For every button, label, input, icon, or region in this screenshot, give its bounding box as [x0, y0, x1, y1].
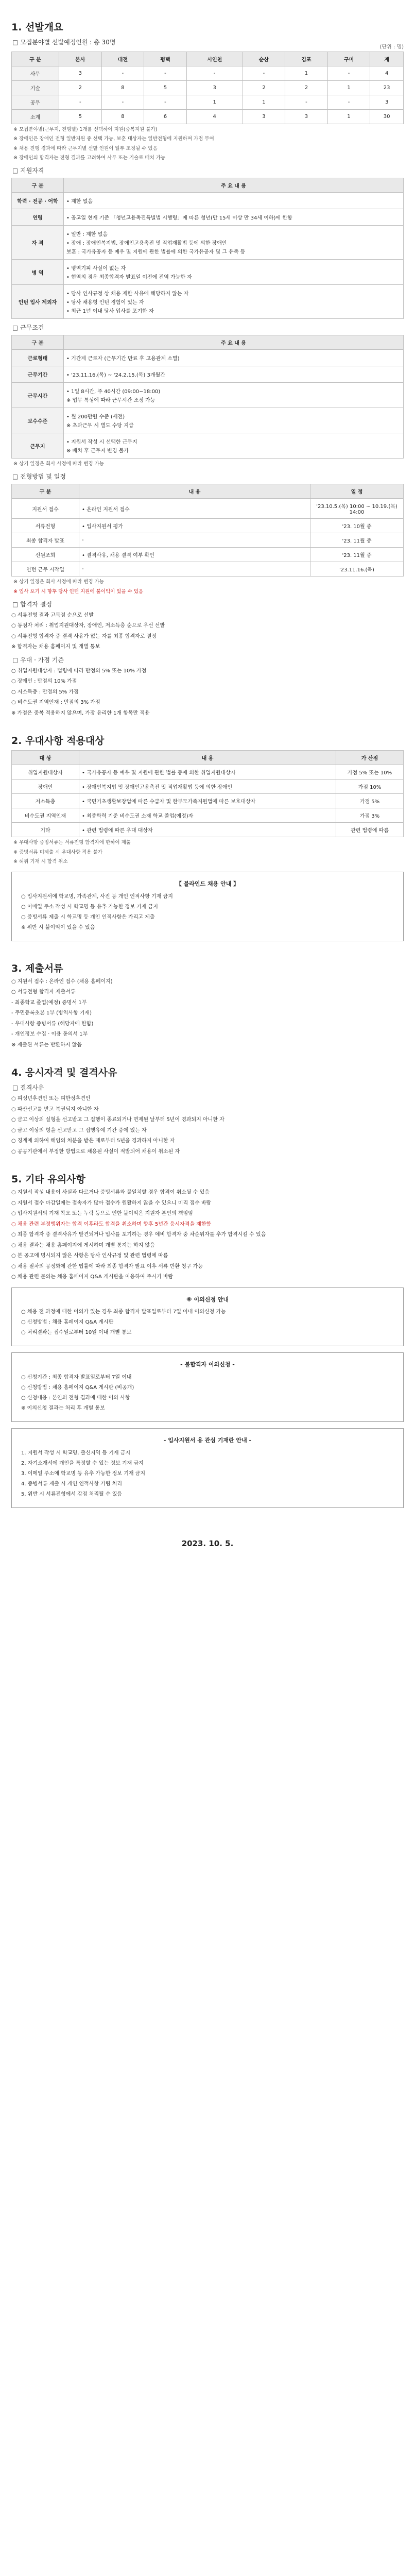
schedule-cell: • 온라인 지원서 접수: [79, 499, 310, 519]
quota-row: [12, 110, 404, 124]
quota-cell: 2: [285, 81, 328, 95]
schedule-header-cell: 구 분: [12, 484, 79, 499]
schedule-cell: 최종 합격자 발표: [12, 533, 79, 548]
eligibility-label: 학력 · 전공 · 어학: [12, 193, 64, 209]
quota-cell: 2: [243, 81, 285, 95]
conditions-content: [64, 350, 404, 366]
notice-item: ○ 채용 절차의 공정화에 관한 법률에 따라 최종 합격자 발표 이후 서류 반환 청구 가능: [11, 1263, 203, 1269]
box-item: ○ 채용 전 과정에 대한 이의가 있는 경우 최종 합격자 발표일로부터 7일 이내 이의신청 가능: [21, 1309, 226, 1315]
objection-box: [11, 1287, 404, 1347]
notice-item: ○ 채용 관련 부정행위자는 합격 이후라도 합격을 취소하며 향후 5년간 응시자격을 제한함: [11, 1221, 212, 1227]
eligibility-item: • 일반 : 제한 없음: [66, 232, 108, 238]
guide-box-title: - 입사지원서 용 관심 기재란 안내 -: [163, 1437, 252, 1444]
box-item: 3. 이메일 주소에 학교명 등 유추 가능한 정보 기재 금지: [21, 1470, 146, 1477]
documents-item: ○ 서류전형 합격자 제출서류: [11, 989, 76, 995]
quota-note: ※ 장애인의 합격자는 전형 결과를 고려하여 사무 또는 기술로 배치 가능: [13, 155, 166, 161]
schedule-row: [12, 519, 404, 533]
quota-header-cell: 계: [370, 52, 404, 66]
quota-header-cell: 대전: [101, 52, 144, 66]
eligibility-item: • 당사 채용형 인턴 경험이 있는 자: [66, 300, 144, 306]
eligibility-row: [12, 226, 404, 260]
eligibility-label: 연령: [12, 209, 64, 226]
conditions-row: [12, 383, 404, 408]
quota-cell: -: [327, 95, 370, 110]
points-item: ○ 취업지원대상자 : 법령에 따라 만점의 5% 또는 10% 가점: [11, 668, 147, 674]
preference-cell: 비수도권 지역인재: [12, 808, 79, 823]
disqualification-item: ○ 금고 이상의 형을 선고받고 그 집행유예 기간 중에 있는 자: [11, 1127, 147, 1133]
quota-cell: 5: [144, 81, 187, 95]
disqualification-item: ○ 파산선고를 받고 복권되지 아니한 자: [11, 1106, 99, 1112]
preference-row: [12, 823, 404, 837]
schedule-note: ※ 상기 일정은 회사 사정에 따라 변경 가능: [13, 579, 104, 585]
preference-cell: 취업지원대상자: [12, 765, 79, 779]
quota-cell: 1: [327, 110, 370, 124]
preference-cell: 가점 5%: [336, 794, 404, 808]
application-guide-box: [11, 1428, 404, 1508]
eligibility-content: [64, 226, 404, 260]
quota-cell: -: [327, 66, 370, 81]
preference-cell: 가점 3%: [336, 808, 404, 823]
eligibility-label: 자 격: [12, 226, 64, 260]
preference-cell: 기타: [12, 823, 79, 837]
preference-header-cell: 가 산점: [336, 751, 404, 765]
points-item: ○ 저소득층 : 만점의 5% 가점: [11, 689, 79, 695]
preference-row: [12, 794, 404, 808]
conditions-item: • '23.11.16.(목) ~ '24.2.15.(목) 3개월간: [66, 372, 165, 378]
schedule-cell: '23. 11월 중: [310, 533, 404, 548]
section-3-title: 3. 제출서류: [11, 962, 63, 974]
conditions-row: [12, 366, 404, 383]
eligibility-item: • 병역기피 사실이 없는 자: [66, 266, 126, 272]
quota-cell: 8: [101, 110, 144, 124]
schedule-red-note: ※ 입사 포기 시 향후 당사 인턴 지원에 불이익이 있을 수 있음: [13, 588, 144, 595]
preference-cell: 저소득층: [12, 794, 79, 808]
conditions-row: [12, 433, 404, 459]
notice-item: ○ 지원서 작성 내용이 사실과 다르거나 증빙서류와 불일치할 경우 합격이 취소될 수 있음: [11, 1190, 210, 1196]
conditions-content: [64, 433, 404, 459]
points-item: ○ 장애인 : 만점의 10% 가점: [11, 679, 77, 685]
box-item: ○ 처리결과는 접수일로부터 10일 이내 개별 통보: [21, 1330, 132, 1336]
box-item: ○ 신청기간 : 최종 합격자 발표일로부터 7일 이내: [21, 1375, 132, 1381]
eligibility-item: • 최근 1년 이내 당사 입사를 포기한 자: [66, 309, 154, 314]
preference-cell: 가점 5% 또는 10%: [336, 765, 404, 779]
schedule-cell: 인턴 근무 시작일: [12, 562, 79, 577]
eligibility-content: [64, 260, 404, 285]
disqualification-item: ○ 공공기관에서 부정한 방법으로 채용된 사실이 적발되어 채용이 취소된 자: [11, 1148, 180, 1155]
section-5-title: 5. 기타 유의사항: [11, 1174, 85, 1185]
preference-header-cell: 내 용: [79, 751, 336, 765]
box-item: 1. 지원서 작성 시 학교명, 출신지역 등 기재 금지: [21, 1450, 131, 1456]
schedule-subtitle: □ 전형방법 및 일정: [12, 472, 404, 481]
quota-header-cell: 순산: [243, 52, 285, 66]
section-2-title: 2. 우대사항 적용대상: [11, 735, 105, 747]
blind-box-item: ○ 이메일 주소 작성 시 학교명 등 유추 가능한 정보 기재 금지: [21, 904, 158, 910]
quota-cell: 3: [285, 110, 328, 124]
selection-item: ○ 서류전형 결과 고득점 순으로 선발: [11, 612, 94, 618]
eligibility-header-cell: 주 요 내 용: [64, 178, 404, 193]
quota-cell: -: [59, 95, 102, 110]
quota-header-cell: 본사: [59, 52, 102, 66]
points-item: ※ 가점은 중복 적용하지 않으며, 가장 유리한 1개 항목만 적용: [11, 710, 150, 716]
notice-item: ○ 채용 결과는 채용 홈페이지에 게시하며 개별 통지는 하지 않음: [11, 1242, 155, 1248]
box-item: 4. 증빙서류 제출 시 개인 인적사항 가림 처리: [21, 1481, 123, 1487]
conditions-label: 근무지: [12, 433, 64, 459]
quota-cell: -: [186, 66, 243, 81]
preference-cell: • 장애인복지법 및 장애인고용촉진 및 직업재활법 등에 의한 장애인: [79, 779, 336, 794]
conditions-note: ※ 상기 일정은 회사 사정에 따라 변경 가능: [13, 461, 104, 467]
conditions-item: ※ 업무 특성에 따라 근무시간 조정 가능: [66, 398, 155, 403]
quota-cell: 3: [370, 95, 404, 110]
conditions-label: 근무기간: [12, 366, 64, 383]
conditions-item: • 1일 8시간, 주 40시간 (09:00~18:00): [66, 389, 161, 395]
disqualification-item: ○ 피성년후견인 또는 피한정후견인: [11, 1096, 91, 1102]
objection-box-title: ※ 이의신청 안내: [186, 1296, 229, 1303]
quota-header-cell: 김포: [285, 52, 328, 66]
conditions-subtitle: □ 근무조건: [12, 323, 404, 332]
conditions-header-cell: 구 분: [12, 335, 64, 350]
quota-cell: 1: [186, 95, 243, 110]
eligibility-content: [64, 193, 404, 209]
eligibility-row: [12, 193, 404, 209]
quota-cell: 3: [59, 66, 102, 81]
schedule-cell: • 결격사유, 채용 결격 여부 확인: [79, 548, 310, 562]
schedule-row: [12, 548, 404, 562]
eligibility-item: 보훈 : 국가유공자 등 예우 및 지원에 관한 법률에 의한 국가유공자 및 그 유족 등: [66, 249, 246, 255]
schedule-row: [12, 562, 404, 577]
schedule-cell: 지원서 접수: [12, 499, 79, 519]
quota-note: ※ 채용 진행 경과에 따라 근무지별 선발 인원이 일부 조정될 수 있음: [13, 145, 158, 151]
quota-header-cell: 평택: [144, 52, 187, 66]
quota-cell: 1: [285, 66, 328, 81]
notice-item: ○ 본 공고에 명시되지 않은 사항은 당사 인사규정 및 관련 법령에 따름: [11, 1253, 168, 1259]
quota-cell: 1: [243, 95, 285, 110]
quota-cell: 4: [186, 110, 243, 124]
conditions-item: • 기간제 근로자 (근무기간 만료 후 고용관계 소멸): [66, 356, 180, 362]
blind-box-title: 【 블라인드 채용 안내 】: [176, 880, 239, 887]
box-item: ○ 신청내용 : 본인의 전형 결과에 대한 이의 사항: [21, 1395, 130, 1401]
quota-subtitle: □ 모집분야별 선발예정인원 : 총 30명: [12, 38, 404, 46]
quota-row: [12, 95, 404, 110]
unit-label: (단위 : 명): [379, 44, 404, 50]
eligibility-item: • 공고일 현재 기준 「청년고용촉진특별법 시행령」에 따른 청년(만 15세 이상 만 34세 이하)에 한함: [66, 215, 292, 221]
quota-table-header: [12, 52, 404, 66]
quota-row-label: 공무: [12, 95, 59, 110]
preference-row: [12, 779, 404, 794]
quota-row: [12, 66, 404, 81]
preference-note: ※ 허위 기재 시 합격 취소: [13, 858, 68, 865]
quota-cell: -: [243, 66, 285, 81]
quota-row: [12, 81, 404, 95]
conditions-content: [64, 383, 404, 408]
section-4-title: 4. 응시자격 및 결격사유: [11, 1067, 117, 1079]
notice-date: 2023. 10. 5.: [181, 1538, 234, 1548]
quota-cell: 2: [59, 81, 102, 95]
preference-cell: • 국민기초생활보장법에 따른 수급자 및 한부모가족지원법에 따른 보호대상자: [79, 794, 336, 808]
quota-cell: -: [101, 95, 144, 110]
schedule-cell: '23. 10월 중: [310, 519, 404, 533]
box-item: 2. 자기소개서에 개인을 특정할 수 있는 정보 기재 금지: [21, 1460, 144, 1466]
box-item: 5. 위반 시 서류전형에서 감점 처리될 수 있음: [21, 1491, 123, 1497]
notice-item: ○ 최종 합격자 중 결격사유가 발견되거나 입사를 포기하는 경우 예비 합격자 중 차순위자를 추가 합격시킬 수 있음: [11, 1232, 266, 1238]
eligibility-item: • 당사 인사규정 상 채용 제한 사유에 해당하지 않는 자: [66, 291, 189, 297]
documents-item: - 최종학교 졸업(예정) 증명서 1부: [11, 999, 87, 1006]
eligibility-label: 인턴 입사 제외자: [12, 285, 64, 319]
preference-cell: • 최종학력 기준 비수도권 소재 학교 졸업(예정)자: [79, 808, 336, 823]
schedule-cell: '23.11.16.(목): [310, 562, 404, 577]
schedule-cell: '23.10.5.(목) 10:00 ~ 10.19.(목) 14:00: [310, 499, 404, 519]
quota-cell: 4: [370, 66, 404, 81]
quota-cell: 5: [59, 110, 102, 124]
schedule-cell: • 입사지원서 평가: [79, 519, 310, 533]
selection-item: ※ 합격자는 채용 홈페이지 및 개별 통보: [11, 644, 100, 650]
disqualification-subtitle: □ 결격사유: [12, 1083, 404, 1092]
quota-cell: 30: [370, 110, 404, 124]
conditions-item: ※ 초과근무 시 별도 수당 지급: [66, 423, 134, 429]
preference-note: ※ 우대사항 증빙서류는 서류전형 합격자에 한하여 제출: [13, 840, 131, 846]
documents-item: ※ 제출된 서류는 반환하지 않음: [11, 1042, 82, 1048]
preference-cell: 가점 10%: [336, 779, 404, 794]
quota-note: ※ 장애인은 장애인 전형 일반지원 중 선택 가능, 보훈 대상자는 일반전형에 지원하며 가점 부여: [13, 136, 214, 142]
preference-cell: • 국가유공자 등 예우 및 지원에 관한 법률 등에 의한 취업지원대상자: [79, 765, 336, 779]
box-item: ○ 신청방법 : 채용 홈페이지 Q&A 게시판: [21, 1319, 114, 1326]
documents-item: - 우대사항 증빙서류 (해당자에 한함): [11, 1021, 94, 1027]
eligibility-item: • 현역의 경우 최종합격자 발표일 이전에 전역 가능한 자: [66, 275, 192, 280]
documents-item: ○ 지원서 접수 : 온라인 접수 (채용 홈페이지): [11, 978, 113, 985]
disqualification-item: ○ 금고 이상의 실형을 선고받고 그 집행이 종료되거나 면제된 날부터 5년이 경과되지 아니한 자: [11, 1117, 224, 1123]
conditions-item: • 지원서 작성 시 선택한 근무지: [66, 439, 137, 445]
eligibility-table: [11, 178, 404, 319]
quota-cell: 6: [144, 110, 187, 124]
schedule-header-cell: 일 정: [310, 484, 404, 499]
selection-item: ○ 동점자 처리 : 취업지원대상자, 장애인, 저소득층 순으로 우선 선발: [11, 623, 165, 629]
rejection-objection-box: [11, 1352, 404, 1422]
conditions-row: [12, 350, 404, 366]
quota-cell: 23: [370, 81, 404, 95]
eligibility-header-cell: 구 분: [12, 178, 64, 193]
quota-cell: 8: [101, 81, 144, 95]
blind-recruitment-box: [11, 872, 404, 941]
schedule-cell: -: [79, 562, 310, 577]
quota-note: ※ 모집분야별(근무지, 전형별) 1개를 선택하여 지원(중복지원 불가): [13, 127, 158, 132]
schedule-table: [11, 484, 404, 577]
quota-cell: -: [144, 66, 187, 81]
schedule-cell: '23. 11월 중: [310, 548, 404, 562]
preference-header-cell: 대 상: [12, 751, 79, 765]
quota-row-label: 소계: [12, 110, 59, 124]
selection-item: ○ 서류전형 합격자 중 결격 사유가 없는 자를 최종 합격자로 결정: [11, 633, 157, 639]
preference-row: [12, 765, 404, 779]
preference-row: [12, 808, 404, 823]
documents-item: - 개인정보 수집 · 이용 동의서 1부: [11, 1031, 88, 1038]
schedule-row: [12, 533, 404, 548]
conditions-label: 근로형태: [12, 350, 64, 366]
schedule-cell: -: [79, 533, 310, 548]
eligibility-row: [12, 260, 404, 285]
quota-cell: 1: [327, 81, 370, 95]
disqualification-item: ○ 징계에 의하여 해임의 처분을 받은 때로부터 5년을 경과하지 아니한 자: [11, 1138, 175, 1144]
conditions-label: 보수수준: [12, 408, 64, 433]
eligibility-content: [64, 209, 404, 226]
section-1-title: 1. 선발개요: [11, 22, 63, 33]
preference-cell: 관련 법령에 따름: [336, 823, 404, 837]
quota-header-cell: 시인천: [186, 52, 243, 66]
eligibility-item: • 제한 없음: [66, 199, 93, 205]
conditions-table: [11, 335, 404, 459]
rejection-box-title: - 불합격자 이의신청 -: [180, 1361, 235, 1368]
documents-item: - 주민등록초본 1부 (병역사항 기재): [11, 1010, 92, 1016]
preference-cell: • 관련 법령에 따른 우대 대상자: [79, 823, 336, 837]
box-item: ○ 신청방법 : 채용 홈페이지 Q&A 게시판 (비공개): [21, 1385, 134, 1391]
eligibility-row: [12, 209, 404, 226]
blind-box-item: ○ 증빙서류 제출 시 학교명 등 개인 인적사항은 가리고 제출: [21, 914, 155, 920]
selection-subtitle: □ 합격자 결정: [12, 600, 404, 608]
quota-table: [11, 52, 404, 124]
quota-cell: -: [285, 95, 328, 110]
conditions-row: [12, 408, 404, 433]
conditions-header-cell: 주 요 내 용: [64, 335, 404, 350]
blind-box-item: ※ 위반 시 불이익이 있을 수 있음: [21, 924, 95, 930]
quota-row-label: 기술: [12, 81, 59, 95]
notice-item: ○ 지원서 접수 마감일에는 접속자가 많아 접수가 원활하지 않을 수 있으니 미리 접수 바람: [11, 1200, 212, 1206]
schedule-cell: 신원조회: [12, 548, 79, 562]
quota-cell: 3: [243, 110, 285, 124]
eligibility-subtitle: □ 지원자격: [12, 166, 404, 175]
quota-cell: -: [144, 95, 187, 110]
box-item: ※ 이의신청 결과는 처리 후 개별 통보: [21, 1405, 105, 1412]
conditions-label: 근무시간: [12, 383, 64, 408]
schedule-header-cell: 내 용: [79, 484, 310, 499]
preference-table: [11, 750, 404, 837]
eligibility-label: 병 역: [12, 260, 64, 285]
preference-note: ※ 증빙서류 미제출 시 우대사항 적용 불가: [13, 849, 102, 855]
notice-item: ○ 채용 관련 문의는 채용 홈페이지 Q&A 게시판을 이용하여 주시기 바람: [11, 1274, 174, 1280]
quota-cell: -: [101, 66, 144, 81]
quota-cell: 3: [186, 81, 243, 95]
preference-cell: 장애인: [12, 779, 79, 794]
schedule-cell: 서류전형: [12, 519, 79, 533]
eligibility-content: [64, 285, 404, 319]
quota-header-cell: 구미: [327, 52, 370, 66]
conditions-content: [64, 408, 404, 433]
quota-row-label: 사무: [12, 66, 59, 81]
eligibility-item: • 장애 : 장애인복지법, 장애인고용촉진 및 직업재활법 등에 의한 장애인: [66, 241, 227, 246]
blind-box-item: ○ 입사지원서에 학교명, 가족관계, 사진 등 개인 인적사항 기재 금지: [21, 893, 173, 900]
points-subtitle: □ 우대 · 가점 기준: [12, 655, 404, 664]
points-item: ○ 비수도권 지역인재 : 만점의 3% 가점: [11, 700, 100, 706]
eligibility-row: [12, 285, 404, 319]
conditions-item: ※ 배치 후 근무지 변경 불가: [66, 448, 129, 454]
conditions-item: • 월 200만원 수준 (세전): [66, 414, 125, 420]
quota-header-cell: 구 분: [12, 52, 59, 66]
conditions-content: [64, 366, 404, 383]
schedule-row: [12, 499, 404, 519]
notice-item: ○ 입사지원서의 기재 착오 또는 누락 등으로 인한 불이익은 지원자 본인의 책임임: [11, 1211, 193, 1217]
